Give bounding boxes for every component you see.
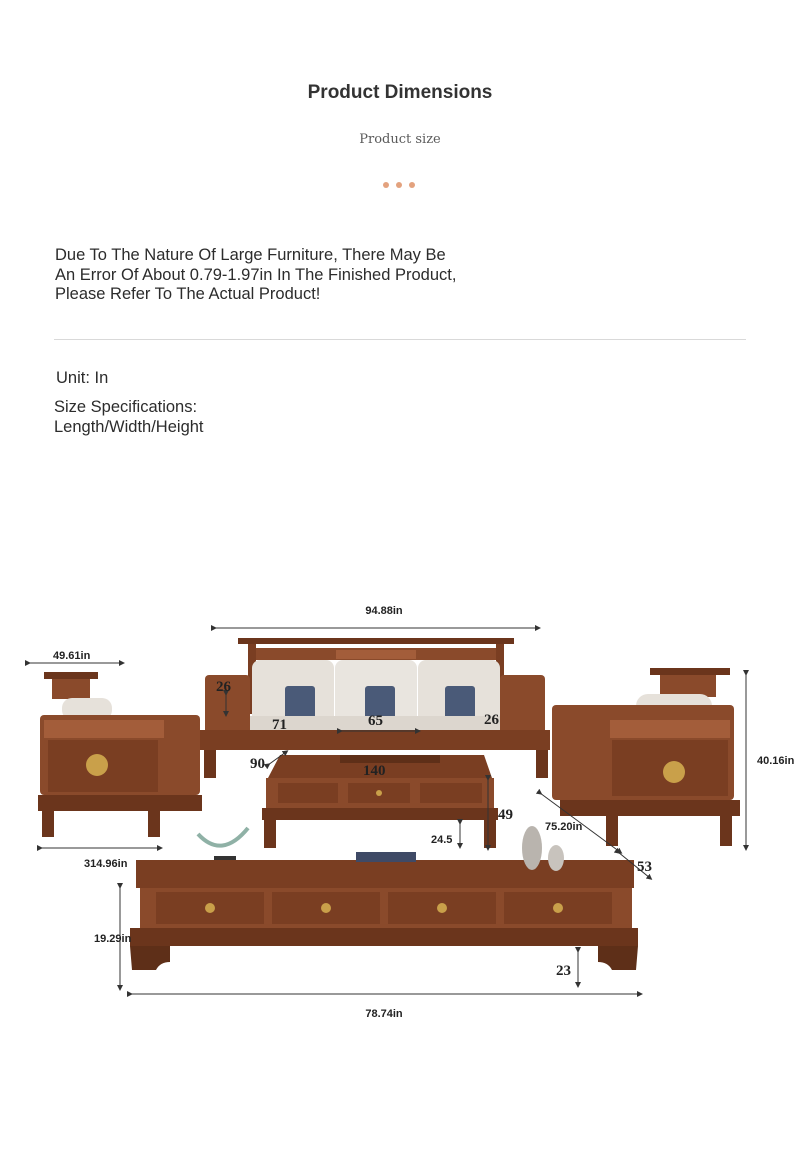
- dim-stand-23: 23: [556, 963, 571, 979]
- dim-arm-26-right: 26: [484, 712, 499, 728]
- dim-seat-65: 65: [368, 713, 383, 729]
- right-armchair: [552, 668, 740, 846]
- tv-stand: [130, 826, 638, 970]
- left-armchair: [38, 672, 202, 837]
- size-spec: [54, 397, 204, 437]
- dim-arm-71: 71: [272, 717, 287, 733]
- notice-line-3: Please Refer To The Actual Product!: [55, 285, 321, 303]
- dim-side-depth: 75.20in: [545, 821, 583, 833]
- dim-chair-height: 40.16in: [757, 755, 795, 767]
- dim-table-90: 90: [250, 756, 265, 772]
- dim-table-24-5: 24.5: [431, 834, 453, 846]
- dim-arm-26-left: 26: [216, 679, 231, 695]
- dim-chair-width: 49.61in: [53, 650, 91, 662]
- page-title: Product Dimensions: [307, 82, 493, 103]
- section-divider: [54, 339, 746, 340]
- size-spec-label: Size Specifications:: [54, 398, 198, 416]
- unit-label: Unit: In: [56, 369, 109, 387]
- dim-tv-stand-length: 78.74in: [365, 1008, 403, 1020]
- notice-line-2: An Error Of About 0.79-1.97in In The Finished Product,: [55, 265, 457, 284]
- dim-table-49: 49: [498, 807, 513, 823]
- dim-sofa-length: 94.88in: [365, 605, 403, 617]
- dot-icon: [396, 182, 402, 188]
- size-notice: [55, 246, 575, 305]
- dim-tv-stand-height: 19.29in: [94, 933, 132, 945]
- furniture-dimension-illustration: [0, 590, 800, 1040]
- dim-chair-53: 53: [637, 859, 652, 875]
- notice-line-1: Due To The Nature Of Large Furniture, There May Be: [55, 246, 446, 264]
- decorative-dots: [383, 182, 419, 190]
- page-subtitle: Product size: [359, 132, 441, 147]
- dim-overall-length: 314.96in: [84, 858, 128, 870]
- dim-table-140: 140: [363, 763, 386, 779]
- dot-icon: [409, 182, 415, 188]
- size-spec-order: Length/Width/Height: [54, 418, 204, 436]
- dot-icon: [383, 182, 389, 188]
